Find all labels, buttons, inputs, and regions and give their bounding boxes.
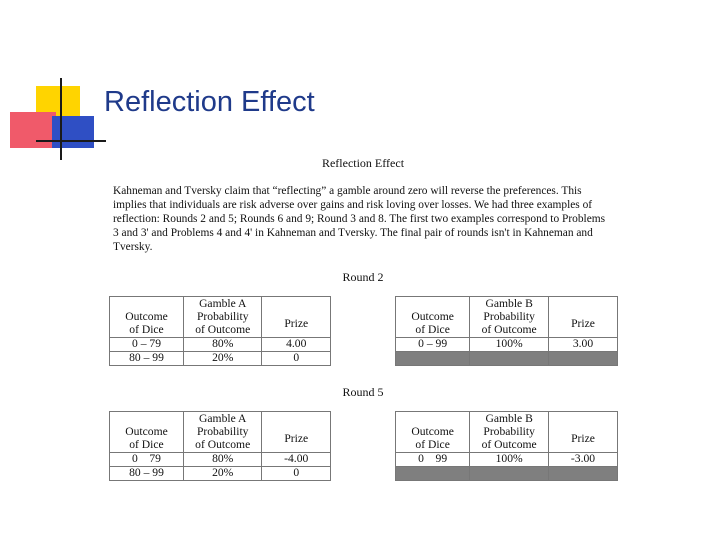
shaded-empty-row — [396, 352, 618, 366]
prize-header: Prize — [549, 311, 618, 338]
empty-cell — [470, 467, 549, 481]
prize-cell: 0 — [262, 352, 331, 366]
outcome-cell: 0 99 — [396, 453, 470, 467]
prize-cell: -3.00 — [549, 453, 618, 467]
prize-cell: 0 — [262, 467, 331, 481]
logo-blue-square — [52, 116, 94, 148]
round-5-label: Round 5 — [342, 385, 384, 399]
probability-header: Probability of Outcome — [183, 311, 262, 338]
shaded-empty-row — [396, 467, 618, 481]
logo-horizontal-line — [36, 140, 106, 142]
outcome-header-spacer — [396, 297, 470, 312]
prize-cell: 4.00 — [262, 338, 331, 352]
outcome-header-spacer — [110, 297, 184, 312]
gamble-name: Gamble A — [183, 297, 262, 312]
outcome-cell: 0 – 99 — [396, 338, 470, 352]
document-heading: Reflection Effect — [321, 156, 405, 170]
probability-header: Probability of Outcome — [470, 426, 549, 453]
empty-cell — [470, 352, 549, 366]
outcome-header: Outcome of Dice — [110, 311, 184, 338]
outcome-cell: 80 – 99 — [110, 467, 184, 481]
table-row — [396, 338, 618, 352]
empty-cell — [396, 352, 470, 366]
prize-header: Prize — [262, 311, 331, 338]
outcome-cell: 0 79 — [110, 453, 184, 467]
outcome-header: Outcome of Dice — [396, 426, 470, 453]
gamble-name: Gamble B — [470, 297, 549, 312]
probability-header: Probability of Outcome — [470, 311, 549, 338]
probability-header: Probability of Outcome — [183, 426, 261, 453]
document-paragraph: Kahneman and Tversky claim that “reflecting” a gamble around zero will reverse the preferences. This implies that individuals are risk adverse over gains and risk loving over losses. We had three examples of reflection: Rounds 2 and 5; Rounds 6 and 9; Round 3 and 8. The first two examples correspond to Problems 3 and 3' and Problems 4 and 4' in Kahneman and Tversky. The final pair of rounds isn't in Kahneman and Tversky. — [113, 185, 606, 254]
gamble-name: Gamble A — [183, 412, 261, 427]
outcome-header: Outcome of Dice — [396, 311, 470, 338]
outcome-cell: 0 – 79 — [110, 338, 184, 352]
probability-cell: 100% — [470, 453, 549, 467]
logo-vertical-line — [60, 78, 62, 160]
probability-cell: 20% — [183, 352, 262, 366]
empty-cell — [549, 352, 618, 366]
outcome-cell: 80 – 99 — [110, 352, 184, 366]
round-2-gamble-a-table — [109, 296, 331, 366]
prize-header-spacer — [549, 297, 618, 312]
probability-cell: 100% — [470, 338, 549, 352]
outcome-header-spacer — [396, 412, 470, 427]
prize-header-spacer — [262, 297, 331, 312]
prize-header-spacer — [262, 412, 331, 427]
prize-header: Prize — [549, 426, 618, 453]
prize-cell: -4.00 — [262, 453, 331, 467]
table-row — [110, 467, 331, 481]
probability-cell: 80% — [183, 338, 262, 352]
table-row — [110, 453, 331, 467]
slide-logo-decoration — [0, 0, 110, 170]
probability-cell: 20% — [183, 467, 261, 481]
round-2-label: Round 2 — [342, 270, 384, 284]
logo-red-square — [10, 112, 56, 148]
empty-cell — [549, 467, 618, 481]
slide-title: Reflection Effect — [104, 86, 315, 118]
outcome-header: Outcome of Dice — [110, 426, 184, 453]
empty-cell — [396, 467, 470, 481]
prize-header-spacer — [549, 412, 618, 427]
outcome-header-spacer — [110, 412, 184, 427]
round-5-gamble-a-table — [109, 411, 331, 481]
probability-cell: 80% — [183, 453, 261, 467]
prize-cell: 3.00 — [549, 338, 618, 352]
gamble-name: Gamble B — [470, 412, 549, 427]
table-row — [110, 338, 331, 352]
round-2-gamble-b-table — [395, 296, 618, 366]
table-row — [110, 352, 331, 366]
prize-header: Prize — [262, 426, 331, 453]
table-row — [396, 453, 618, 467]
round-5-gamble-b-table — [395, 411, 618, 481]
